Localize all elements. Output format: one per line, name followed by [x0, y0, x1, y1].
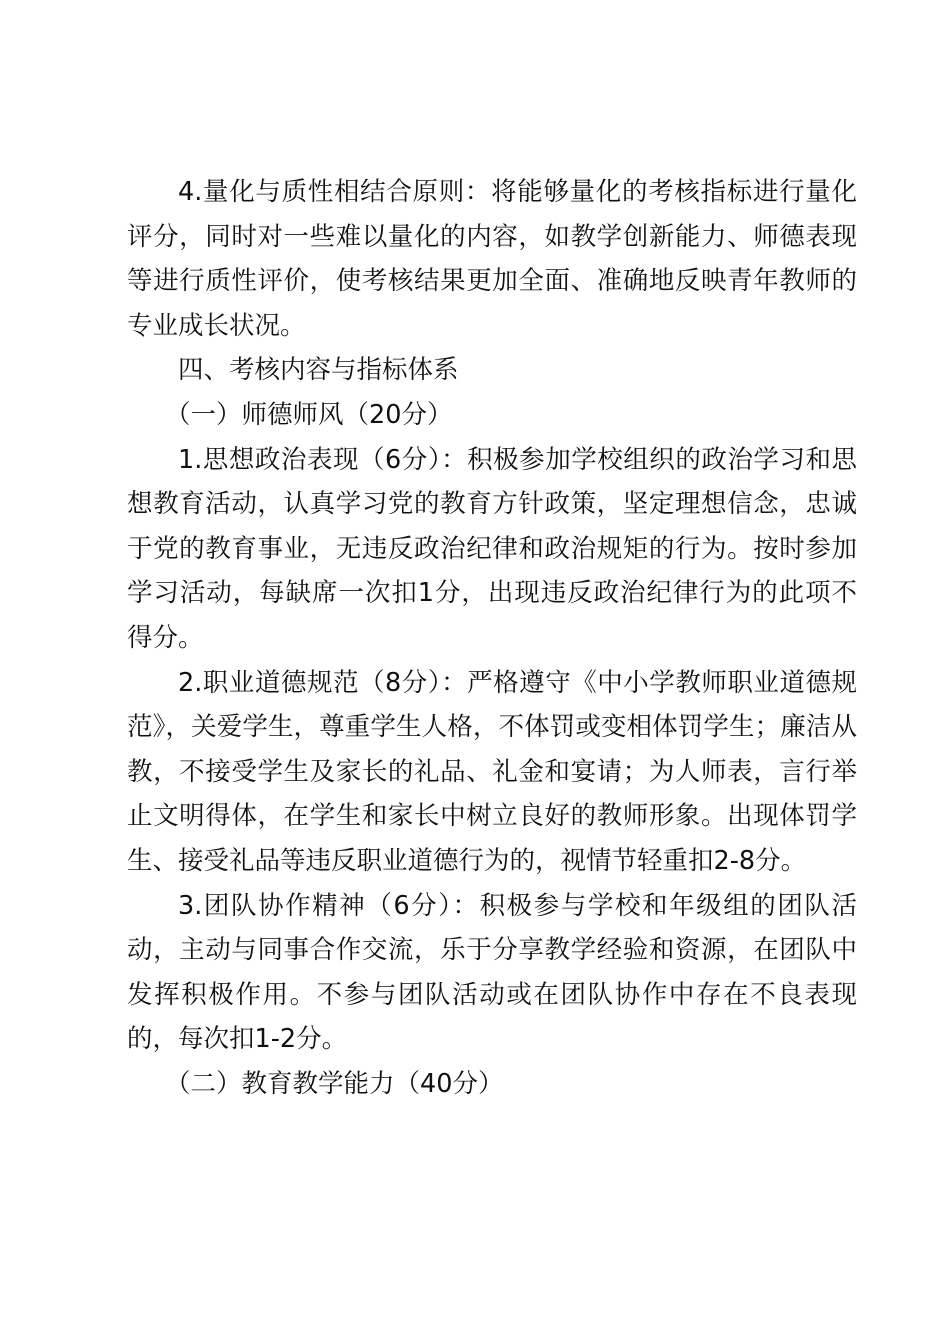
- document-body: [127, 170, 857, 1106]
- subsection-heading-teaching-ability: （二）教育教学能力（40分）: [165, 1068, 504, 1099]
- paragraph-teamwork: 3.团队协作精神（6分）：积极参与学校和年级组的团队活动，主动与同事合作交流，乐于分享教学经验和资源，在团队中发挥积极作用。不参与团队活动或在团队协作中存在不良表现的，每次扣1-2分。: [127, 890, 857, 1055]
- paragraph-quantitative-principle: 4.量化与质性相结合原则：将能够量化的考核指标进行量化评分，同时对一些难以量化的内容，如教学创新能力、师德表现等进行质性评价，使考核结果更加全面、准确地反映青年教师的专业成长状况。: [127, 177, 857, 341]
- subsection-heading-ethics: （一）师德师风（20分）: [165, 399, 453, 430]
- paragraph-professional-ethics: 2.职业道德规范（8分）：严格遵守《中小学教师职业道德规范》，关爱学生，尊重学生人格，不体罚或变相体罚学生；廉洁从教，不接受学生及家长的礼品、礼金和宴请；为人师表，言行举止文明得体，在学生和家长中树立良好的教师形象。出现体罚学生、接受礼品等违反职业道德行为的，视情节轻重扣2-8分。: [127, 667, 857, 876]
- section-heading-assessment-content: 四、考核内容与指标体系: [178, 355, 459, 386]
- paragraph-political-performance: 1.思想政治表现（6分）：积极参加学校组织的政治学习和思想教育活动，认真学习党的教育方针政策，坚定理想信念，忠诚于党的教育事业，无违反政治纪律和政治规矩的行为。按时参加学习活动，每缺席一次扣1分，出现违反政治纪律行为的此项不得分。: [127, 444, 857, 653]
